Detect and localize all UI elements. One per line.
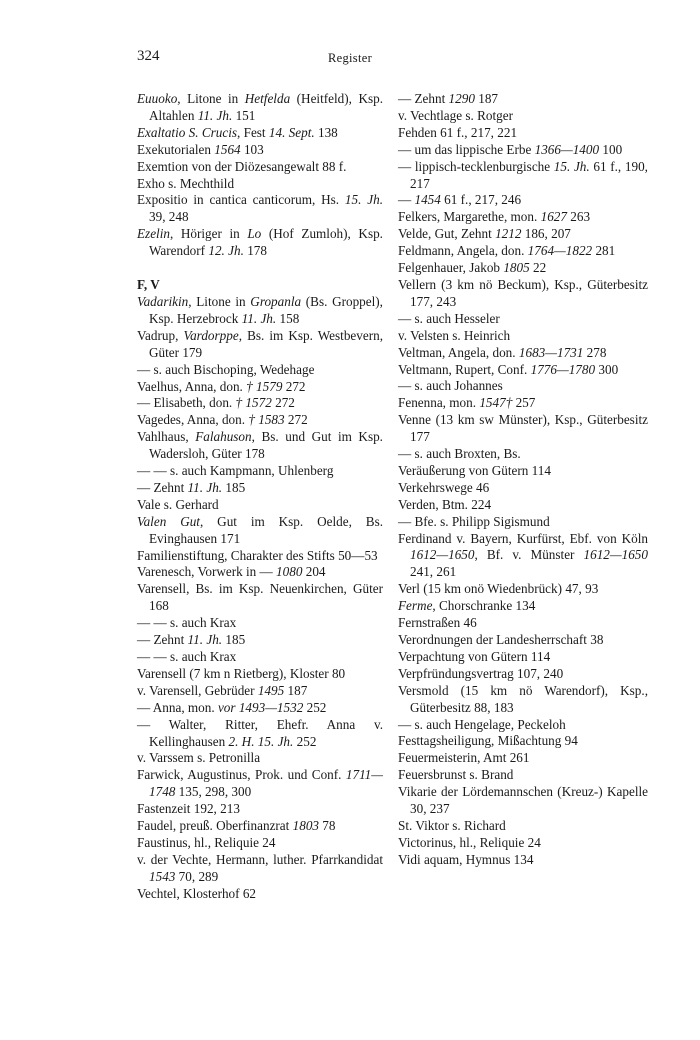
index-entry: Fastenzeit 192, 213	[137, 801, 240, 817]
index-entry: — Walter, Ritter, Ehefr. Anna v. Kellinghausen 2. H. 15. Jh. 252	[137, 716, 383, 749]
index-entry: Varenesch, Vorwerk in — 1080 204	[137, 564, 326, 580]
index-entry: — Anna, mon. vor 1493—1532 252	[137, 699, 327, 715]
index-entry: Valen Gut, Gut im Ksp. Oelde, Bs. Evinghausen 171	[137, 513, 383, 546]
index-entry: Vikarie der Lördemannschen (Kreuz-) Kapelle 30, 237	[398, 784, 648, 817]
index-entries-f-v	[137, 294, 383, 903]
index-entry: Versmold (15 km nö Warendorf), Ksp., Güterbesitz 88, 183	[398, 682, 648, 715]
index-entry: Felkers, Margarethe, mon. 1627 263	[398, 209, 591, 225]
index-entry: Feuersbrunst s. Brand	[398, 767, 514, 783]
index-entry: — s. auch Johannes	[398, 378, 503, 394]
index-entry: Exemtion von der Diözesangewalt 88 f.	[137, 158, 347, 174]
index-entry: Felgenhauer, Jakob 1805 22	[398, 260, 547, 276]
index-entry: Venne (13 km sw Münster), Ksp., Güterbesitz 177	[398, 412, 648, 445]
index-entry: Vale s. Gerhard	[137, 496, 219, 512]
index-entries-e	[137, 91, 383, 260]
index-entry: Expositio in cantica canticorum, Hs. 15. Jh. 39, 248	[137, 192, 383, 225]
index-entry: Vechtel, Klosterhof 62	[137, 885, 257, 901]
index-entry: Varensell (7 km n Rietberg), Kloster 80	[137, 665, 346, 681]
index-entry: Fernstraßen 46	[398, 615, 477, 631]
index-entry: v. der Vechte, Hermann, luther. Pfarrkandidat 1543 70, 289	[137, 851, 383, 884]
index-entry: Exekutorialen 1564 103	[137, 141, 264, 157]
index-entry: Ezelin, Höriger in Lo (Hof Zumloh), Ksp. Warendorf 12. Jh. 178	[137, 226, 383, 259]
index-entry: Ferdinand v. Bayern, Kurfürst, Ebf. von Köln 1612—1650, Bf. v. Münster 1612—1650 241, 261	[398, 530, 648, 580]
index-entry: — Zehnt 11. Jh. 185	[137, 632, 246, 648]
running-head: Register	[327, 51, 373, 65]
index-entry: Faudel, preuß. Oberfinanzrat 1803 78	[137, 818, 336, 834]
page-number: 324	[137, 48, 160, 64]
index-entry: Vahlhaus, Falahuson, Bs. und Gut im Ksp. Wadersloh, Güter 178	[137, 429, 383, 462]
index-entry: — s. auch Bischoping, Wedehage	[137, 361, 315, 377]
index-entry: — Zehnt 1290 187	[398, 91, 498, 106]
index-entry: — lippisch-tecklenburgische 15. Jh. 61 f., 190, 217	[398, 158, 648, 191]
index-entry: Vagedes, Anna, don. † 1583 272	[137, 412, 308, 428]
index-entry: Festtagsheiligung, Mißachtung 94	[398, 733, 578, 749]
index-entry: v. Varssem s. Petronilla	[137, 750, 261, 766]
index-entry: Ferme, Chorschranke 134	[398, 598, 536, 614]
index-entry: St. Viktor s. Richard	[398, 817, 506, 833]
index-entry: Euuoko, Litone in Hetfelda (Heitfeld), Ksp. Altahlen 11. Jh. 151	[137, 91, 383, 123]
index-entry: Veräußerung von Gütern 114	[398, 462, 551, 478]
index-entry: Familienstiftung, Charakter des Stifts 50—53	[137, 547, 378, 563]
section-heading: F, V	[137, 277, 160, 293]
index-entry: Velde, Gut, Zehnt 1212 186, 207	[398, 226, 571, 242]
index-entry: Farwick, Augustinus, Prok. und Conf. 1711—1748 135, 298, 300	[137, 767, 383, 800]
index-entries-continued	[398, 91, 648, 869]
index-entry: Veltmann, Rupert, Conf. 1776—1780 300	[398, 361, 619, 377]
index-entry: Faustinus, hl., Reliquie 24	[137, 834, 276, 850]
index-entry: Veltman, Angela, don. 1683—1731 278	[398, 344, 607, 360]
index-entry: Feldmann, Angela, don. 1764—1822 281	[398, 243, 616, 259]
index-entry: — — s. auch Kampmann, Uhlenberg	[137, 463, 334, 479]
index-entry: Verpachtung von Gütern 114	[398, 648, 551, 664]
index-entry: Verkehrswege 46	[398, 479, 490, 495]
index-entry: Verordnungen der Landesherrschaft 38	[398, 632, 604, 647]
index-entry: — Zehnt 11. Jh. 185	[137, 479, 246, 495]
index-entry: Vadarikin, Litone in Gropanla (Bs. Groppel), Ksp. Herzebrock 11. Jh. 158	[137, 293, 383, 326]
index-column-right	[398, 91, 648, 869]
index-entry: Fenenna, mon. 1547† 257	[398, 395, 536, 411]
index-entry: — — s. auch Krax	[137, 649, 237, 664]
index-entry: — s. auch Broxten, Bs.	[398, 446, 521, 462]
index-entry: Vidi aquam, Hymnus 134	[398, 851, 534, 867]
index-entry: Fehden 61 f., 217, 221	[398, 124, 518, 140]
index-entry: Feuermeisterin, Amt 261	[398, 750, 530, 766]
index-entry: v. Varensell, Gebrüder 1495 187	[137, 682, 308, 698]
index-entry: Vadrup, Vardorppe, Bs. im Ksp. Westbevern, Güter 179	[137, 327, 384, 360]
index-entry: v. Vechtlage s. Rotger	[398, 107, 513, 123]
index-entry: — — s. auch Krax	[137, 615, 237, 631]
index-entry: Exho s. Mechthild	[137, 175, 235, 191]
index-entry: Victorinus, hl., Reliquie 24	[398, 834, 541, 850]
index-entry: Varensell, Bs. im Ksp. Neuenkirchen, Güter 168	[137, 581, 383, 614]
index-entry: — um das lippische Erbe 1366—1400 100	[398, 141, 623, 157]
index-column-left	[137, 91, 383, 903]
index-entry: — 1454 61 f., 217, 246	[398, 192, 522, 208]
index-entry: Verpfründungsvertrag 107, 240	[398, 665, 564, 681]
index-entry: — Elisabeth, don. † 1572 272	[137, 395, 295, 411]
index-entry: Vaelhus, Anna, don. † 1579 272	[137, 378, 306, 394]
index-entry: Verl (15 km onö Wiedenbrück) 47, 93	[398, 581, 599, 597]
index-entry: — s. auch Hesseler	[398, 310, 500, 326]
index-entry: v. Velsten s. Heinrich	[398, 327, 511, 343]
index-entry: Exaltatio S. Crucis, Fest 14. Sept. 138	[137, 124, 338, 140]
index-entry: Verden, Btm. 224	[398, 496, 492, 512]
index-entry: — s. auch Hengelage, Peckeloh	[398, 716, 566, 732]
index-entry: Vellern (3 km nö Beckum), Ksp., Güterbesitz 177, 243	[398, 276, 648, 309]
index-entry: — Bfe. s. Philipp Sigismund	[398, 513, 550, 529]
